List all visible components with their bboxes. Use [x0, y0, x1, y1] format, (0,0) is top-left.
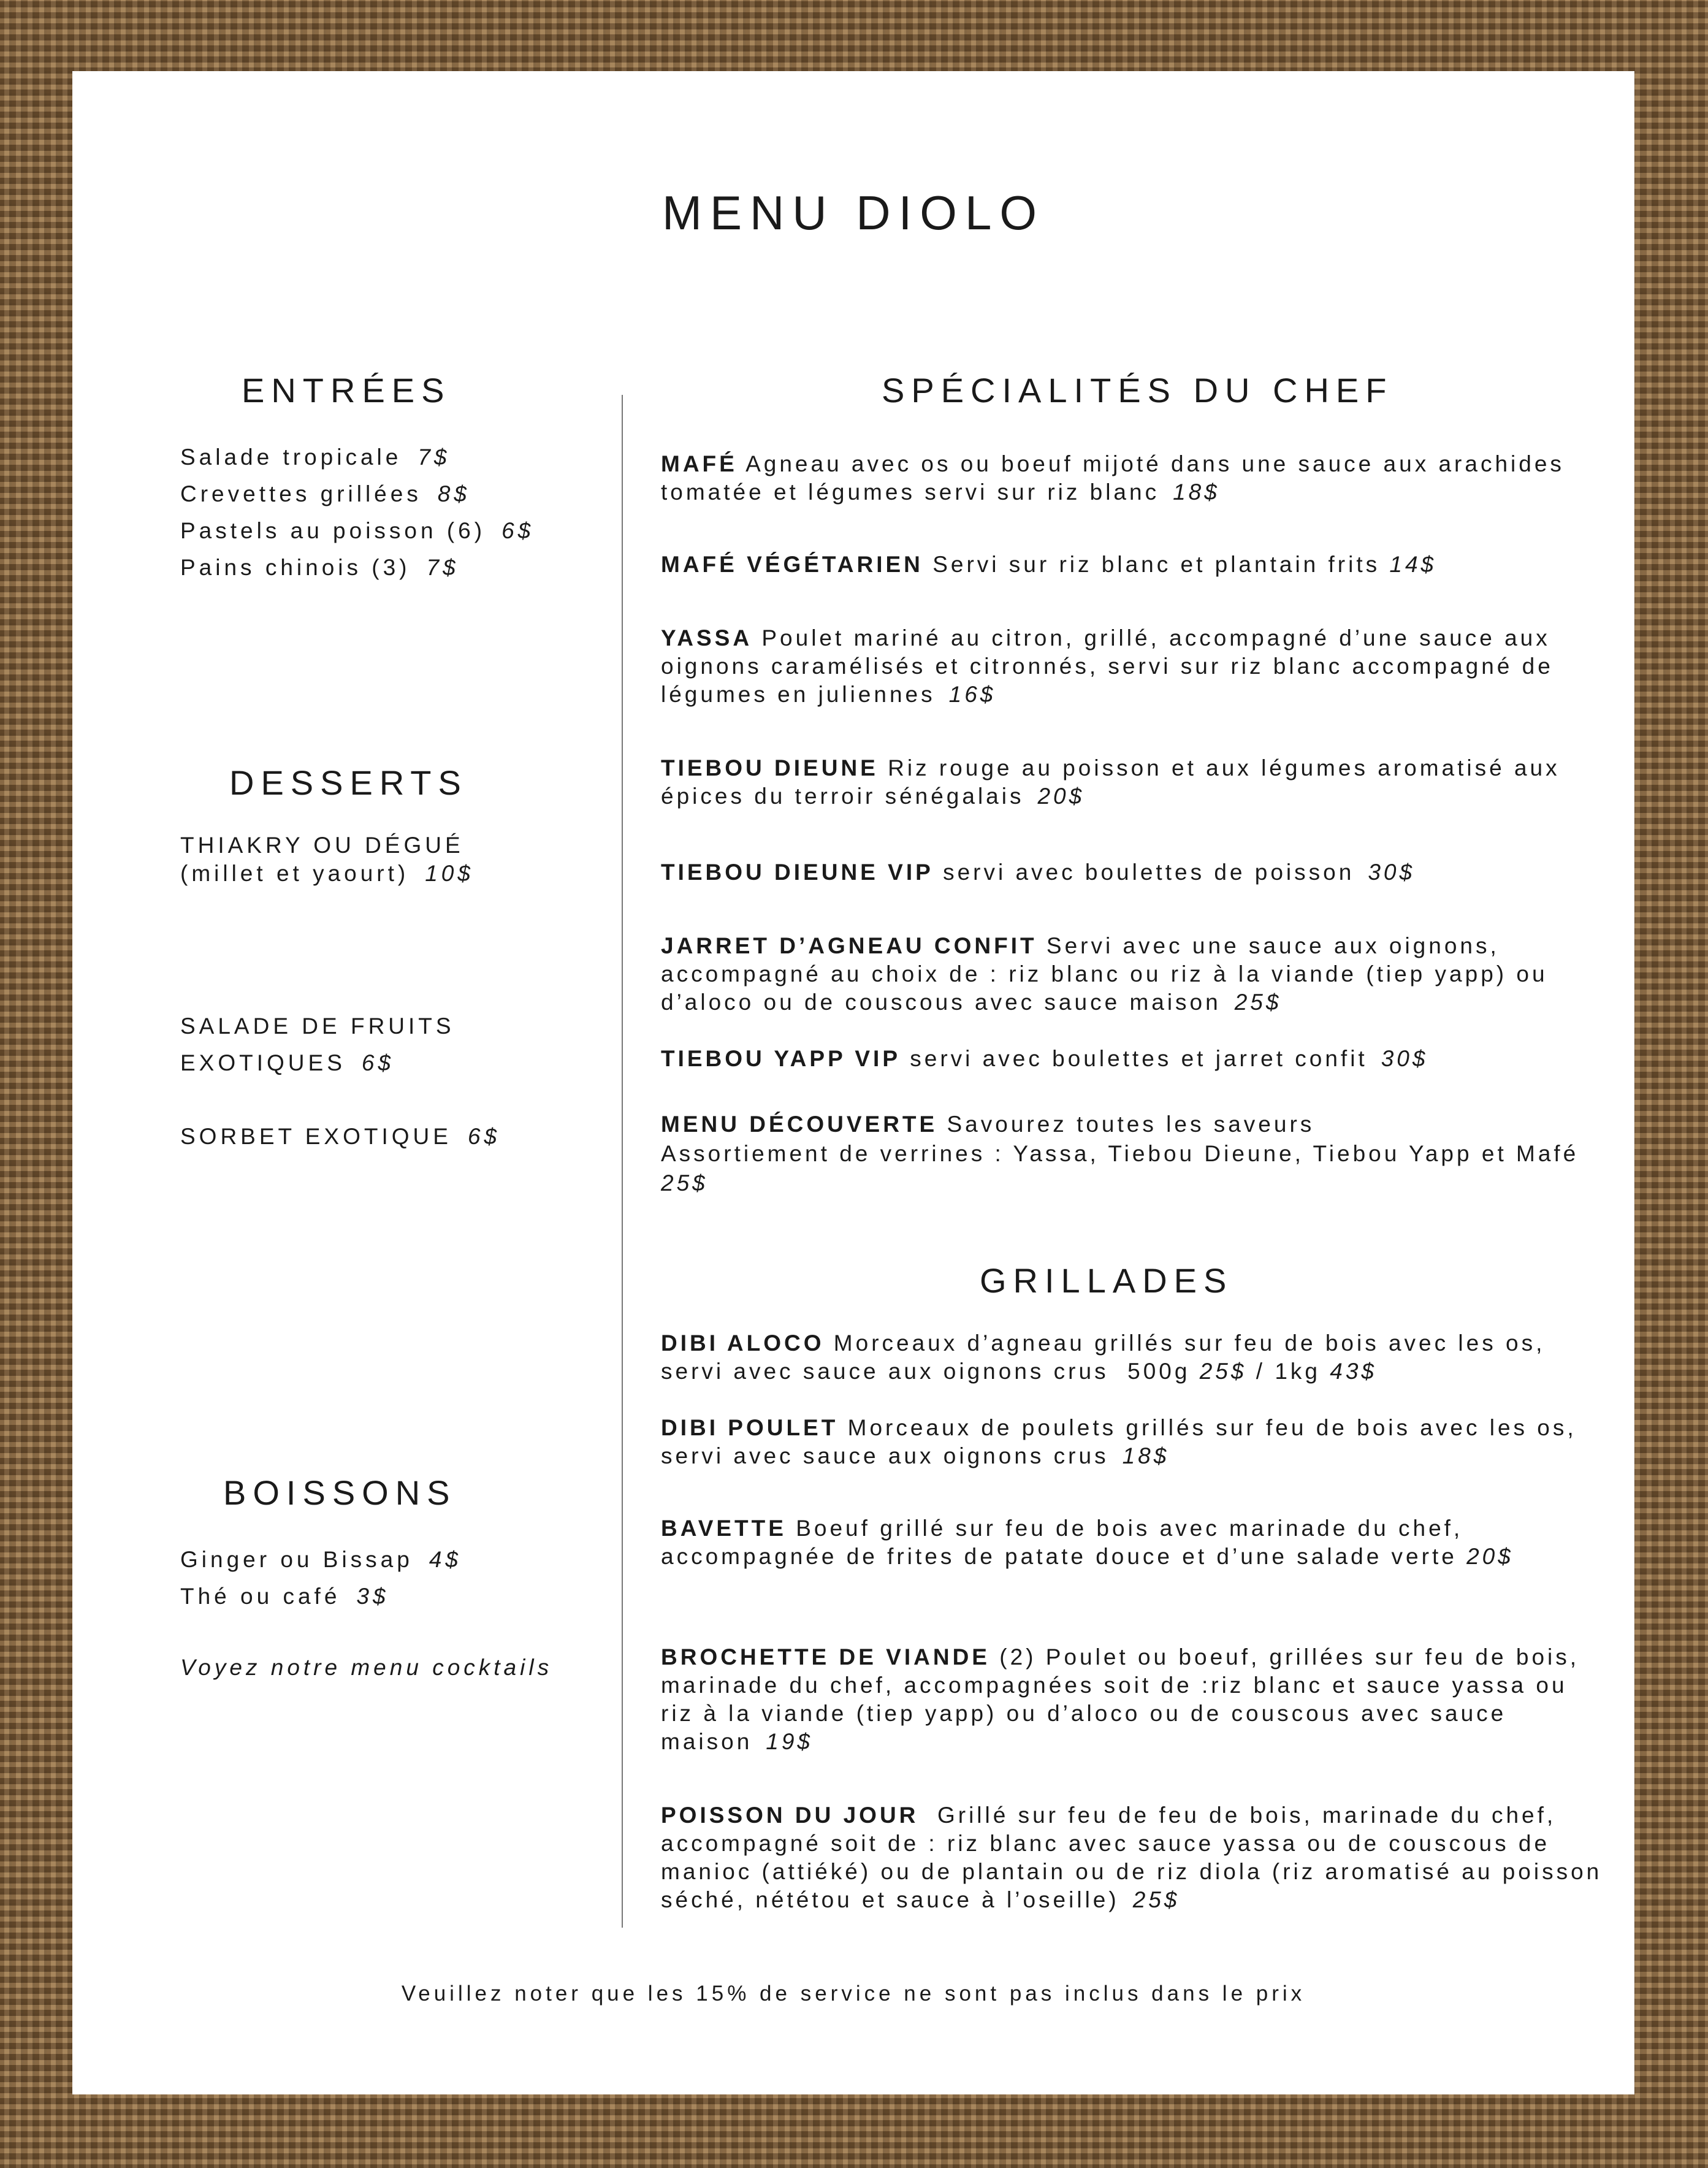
menu-item — [661, 1414, 1605, 1470]
menu-item — [661, 551, 1605, 579]
item-name: TIEBOU YAPP VIP — [661, 1046, 901, 1071]
item-price: 19$ — [766, 1729, 814, 1754]
item-price: 14$ — [1389, 552, 1437, 577]
item-desc: Servi avec une sauce aux oignons, accompagné au choix de : riz blanc ou riz à la viande (tiep yapp) ou d’aloco ou de couscous avec sauce maison — [661, 933, 1548, 1015]
menu-item — [661, 1643, 1605, 1756]
item-price: 4$ — [429, 1547, 462, 1572]
list-item — [180, 1578, 462, 1615]
item-price: 20$ — [1037, 784, 1085, 809]
boissons-list — [180, 1541, 462, 1615]
menu-item — [661, 932, 1605, 1017]
item-name: MAFÉ VÉGÉTARIEN — [661, 552, 923, 577]
grillades-heading: GRILLADES — [980, 1261, 1233, 1300]
item-price: 43$ — [1330, 1359, 1377, 1384]
item-name: Thé ou café — [180, 1584, 341, 1609]
menu-item — [661, 1514, 1605, 1571]
item-desc: Boeuf grillé sur feu de bois avec marinade du chef, accompagnée de frites de patate douce et d’une salade verte — [661, 1516, 1463, 1569]
menu-item — [661, 450, 1605, 506]
item-price: 8$ — [437, 481, 470, 506]
item-price: 6$ — [361, 1050, 395, 1075]
entrees-heading: ENTRÉES — [242, 371, 451, 410]
item-name: Ginger ou Bissap — [180, 1547, 413, 1572]
dessert-item — [180, 1118, 500, 1155]
item-price: 25$ — [1132, 1887, 1180, 1912]
item-name: JARRET D’AGNEAU CONFIT — [661, 933, 1037, 958]
item-price: 25$ — [1199, 1359, 1247, 1384]
entrees-list — [180, 439, 534, 586]
menu-item — [661, 1045, 1605, 1073]
item-price: 18$ — [1122, 1443, 1170, 1468]
list-item — [180, 476, 534, 513]
item-size: 1kg — [1275, 1359, 1321, 1384]
item-name: Pains chinois (3) — [180, 555, 411, 580]
desserts-heading: DESSERTS — [229, 763, 468, 802]
item-name: TIEBOU DIEUNE VIP — [661, 860, 934, 885]
item-name: Crevettes grillées — [180, 481, 422, 506]
item-desc: Poulet mariné au citron, grillé, accompagné d’une sauce aux oignons caramélisés et citronnés, servi sur riz blanc accompagné de légumes en juliennes — [661, 625, 1554, 707]
menu-item — [661, 754, 1605, 811]
column-divider — [622, 395, 623, 1928]
dessert-line: SALADE DE FRUITS — [180, 1013, 455, 1039]
list-item — [180, 1541, 462, 1578]
item-price: 30$ — [1368, 860, 1416, 885]
item-price: 25$ — [1234, 990, 1282, 1015]
item-price: 20$ — [1466, 1544, 1514, 1569]
item-name: DIBI ALOCO — [661, 1330, 825, 1356]
dessert-item — [180, 831, 474, 888]
item-name: Pastels au poisson (6) — [180, 518, 486, 543]
item-desc: servi avec boulettes de poisson — [943, 860, 1355, 885]
menu-item — [661, 858, 1605, 887]
dessert-item — [180, 1008, 455, 1082]
item-name: POISSON DU JOUR — [661, 1803, 919, 1828]
price-separator: / — [1246, 1359, 1275, 1384]
item-name: DIBI POULET — [661, 1415, 839, 1440]
list-item — [180, 439, 534, 476]
item-desc: Assortiement de verrines : Yassa, Tiebou Dieune, Tiebou Yapp et Mafé — [661, 1141, 1579, 1166]
dessert-line: EXOTIQUES — [180, 1050, 346, 1075]
item-price: 3$ — [356, 1584, 389, 1609]
item-name: TIEBOU DIEUNE — [661, 755, 879, 781]
item-name: Salade tropicale — [180, 445, 402, 470]
list-item — [180, 513, 534, 549]
item-price: 16$ — [948, 682, 996, 707]
item-name: YASSA — [661, 625, 753, 651]
item-name: BROCHETTE DE VIANDE — [661, 1644, 990, 1670]
item-desc: Agneau avec os ou boeuf mijoté dans une sauce aux arachides tomatée et légumes servi sur riz blanc — [661, 451, 1565, 505]
list-item — [180, 549, 534, 586]
item-price: 10$ — [425, 861, 474, 886]
item-desc: servi avec boulettes et jarret confit — [910, 1046, 1368, 1071]
specialites-heading: SPÉCIALITÉS DU CHEF — [882, 371, 1393, 410]
item-size: 500g — [1127, 1359, 1191, 1384]
dessert-line: THIAKRY OU DÉGUÉ — [180, 833, 464, 858]
item-desc: Savourez toutes les saveurs — [947, 1112, 1315, 1137]
menu-item — [661, 1329, 1605, 1386]
menu-title: MENU DIOLO — [661, 186, 1045, 240]
menu-item — [661, 624, 1605, 709]
item-name: BAVETTE — [661, 1516, 787, 1541]
item-desc: Riz rouge au poisson et aux légumes aromatisé aux épices du terroir sénégalais — [661, 755, 1560, 809]
item-price: 6$ — [467, 1124, 501, 1149]
item-price: 30$ — [1381, 1046, 1428, 1071]
item-name: MAFÉ — [661, 451, 738, 476]
item-desc: Poulet ou boeuf, grillées sur feu de bois, marinade du chef, accompagnées soit de :riz blanc et sauce yassa ou riz à la viande (tiep yapp) ou d’aloco ou de couscous avec sauce maison — [661, 1644, 1580, 1754]
menu-item — [661, 1801, 1605, 1914]
item-price: 18$ — [1173, 479, 1220, 505]
cocktails-note: Voyez notre menu cocktails — [180, 1655, 553, 1680]
item-desc: Servi sur riz blanc et plantain frits — [932, 552, 1381, 577]
service-note: Veuillez noter que les 15% de service ne sont pas inclus dans le prix — [401, 1982, 1306, 2006]
item-price: 7$ — [426, 555, 459, 580]
dessert-line: SORBET EXOTIQUE — [180, 1124, 452, 1149]
item-qty: (2) — [999, 1644, 1037, 1670]
menu-panel — [72, 71, 1634, 2094]
dessert-line: (millet et yaourt) — [180, 861, 410, 886]
item-price: 25$ — [661, 1170, 708, 1196]
item-name: MENU DÉCOUVERTE — [661, 1112, 938, 1137]
item-desc: Grillé sur feu de feu de bois, marinade du chef, accompagné soit de : riz blanc avec sauce yassa ou de couscous de manioc (attiéké) ou de plantain ou de riz diola (riz aromatisé au poisson séché, nététou et sauce à l’oseille) — [661, 1803, 1603, 1912]
item-price: 6$ — [501, 518, 535, 543]
boissons-heading: BOISSONS — [223, 1473, 457, 1512]
item-desc: Morceaux d’agneau grillés sur feu de bois avec les os, servi avec sauce aux oignons crus — [661, 1330, 1546, 1384]
item-desc: Morceaux de poulets grillés sur feu de bois avec les os, servi avec sauce aux oignons crus — [661, 1415, 1577, 1468]
menu-item — [661, 1110, 1605, 1198]
item-price: 7$ — [417, 445, 451, 470]
